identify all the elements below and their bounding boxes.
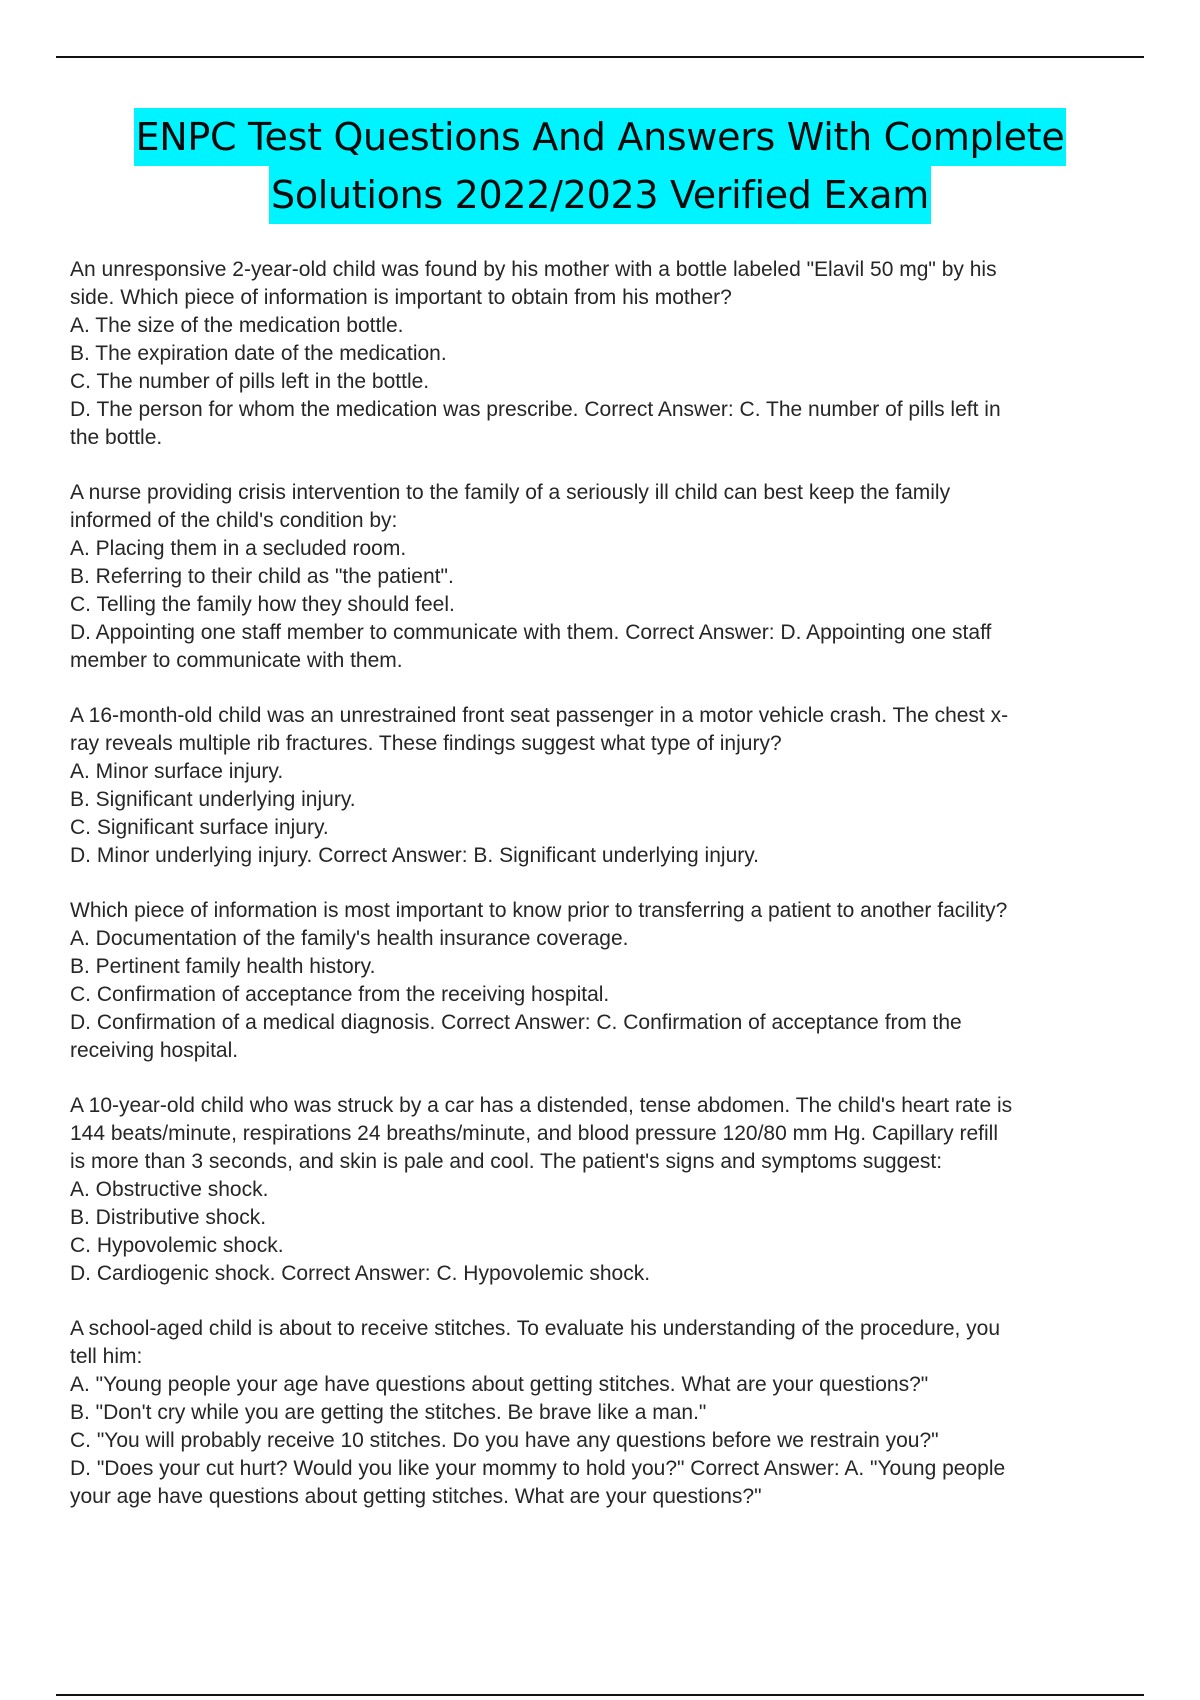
question-line: member to communicate with them. [70, 649, 403, 672]
question-list [70, 256, 1160, 1538]
question-line: D. Confirmation of a medical diagnosis. Correct Answer: C. Confirmation of acceptance from the [70, 1011, 962, 1034]
question-line: B. "Don't cry while you are getting the stitches. Be brave like a man." [70, 1401, 707, 1424]
question-line: receiving hospital. [70, 1039, 239, 1062]
question-line: the bottle. [70, 426, 163, 449]
question-block [70, 256, 1160, 452]
question-line: your age have questions about getting stitches. What are your questions?" [70, 1485, 762, 1508]
question-line: Which piece of information is most important to know prior to transferring a patient to another facility? [70, 899, 1008, 922]
question-line: D. Minor underlying injury. Correct Answer: B. Significant underlying injury. [70, 844, 760, 867]
question-line: C. Confirmation of acceptance from the receiving hospital. [70, 983, 610, 1006]
question-line: D. Cardiogenic shock. Correct Answer: C. Hypovolemic shock. [70, 1262, 651, 1285]
question-line: C. "You will probably receive 10 stitches. Do you have any questions before we restrain you?" [70, 1429, 939, 1452]
question-line: A. Obstructive shock. [70, 1178, 269, 1201]
question-line: ray reveals multiple rib fractures. These findings suggest what type of injury? [70, 732, 782, 755]
question-line: C. Significant surface injury. [70, 816, 329, 839]
question-line: D. The person for whom the medication was prescribe. Correct Answer: C. The number of pills left in [70, 398, 1001, 421]
document-title [56, 108, 1144, 224]
question-line: A. "Young people your age have questions about getting stitches. What are your questions?" [70, 1373, 929, 1396]
question-line: side. Which piece of information is important to obtain from his mother? [70, 286, 732, 309]
question-block [70, 897, 1160, 1065]
question-line: An unresponsive 2-year-old child was found by his mother with a bottle labeled "Elavil 50 mg" by his [70, 258, 997, 281]
question-line: A 10-year-old child who was struck by a car has a distended, tense abdomen. The child's heart rate is [70, 1094, 1013, 1117]
title-line-1: ENPC Test Questions And Answers With Complete [134, 108, 1067, 166]
question-line: D. Appointing one staff member to communicate with them. Correct Answer: D. Appointing one staff [70, 621, 992, 644]
bottom-divider [56, 1694, 1144, 1696]
question-line: 144 beats/minute, respirations 24 breaths/minute, and blood pressure 120/80 mm Hg. Capillary refill [70, 1122, 998, 1145]
question-line: D. "Does your cut hurt? Would you like your mommy to hold you?" Correct Answer: A. "Young people [70, 1457, 1006, 1480]
question-line: A. Minor surface injury. [70, 760, 284, 783]
question-line: B. Distributive shock. [70, 1206, 267, 1229]
question-line: A. Placing them in a secluded room. [70, 537, 407, 560]
top-divider [56, 56, 1144, 58]
question-block [70, 702, 1160, 870]
question-line: B. Referring to their child as "the patient". [70, 565, 454, 588]
question-line: is more than 3 seconds, and skin is pale and cool. The patient's signs and symptoms suggest: [70, 1150, 943, 1173]
question-block [70, 479, 1160, 675]
question-line: tell him: [70, 1345, 143, 1368]
question-line: A. Documentation of the family's health insurance coverage. [70, 927, 629, 950]
question-line: A school-aged child is about to receive stitches. To evaluate his understanding of the procedure, you [70, 1317, 1001, 1340]
question-line: B. The expiration date of the medication. [70, 342, 447, 365]
question-block [70, 1092, 1160, 1288]
question-line: informed of the child's condition by: [70, 509, 398, 532]
question-line: B. Significant underlying injury. [70, 788, 356, 811]
question-line: C. Telling the family how they should feel. [70, 593, 455, 616]
question-line: C. The number of pills left in the bottle. [70, 370, 430, 393]
question-line: C. Hypovolemic shock. [70, 1234, 284, 1257]
question-line: A. The size of the medication bottle. [70, 314, 404, 337]
question-line: A 16-month-old child was an unrestrained front seat passenger in a motor vehicle crash. The chest x- [70, 704, 1009, 727]
question-line: A nurse providing crisis intervention to the family of a seriously ill child can best keep the family [70, 481, 951, 504]
question-line: B. Pertinent family health history. [70, 955, 376, 978]
title-line-2: Solutions 2022/2023 Verified Exam [269, 166, 931, 224]
question-block [70, 1315, 1160, 1511]
